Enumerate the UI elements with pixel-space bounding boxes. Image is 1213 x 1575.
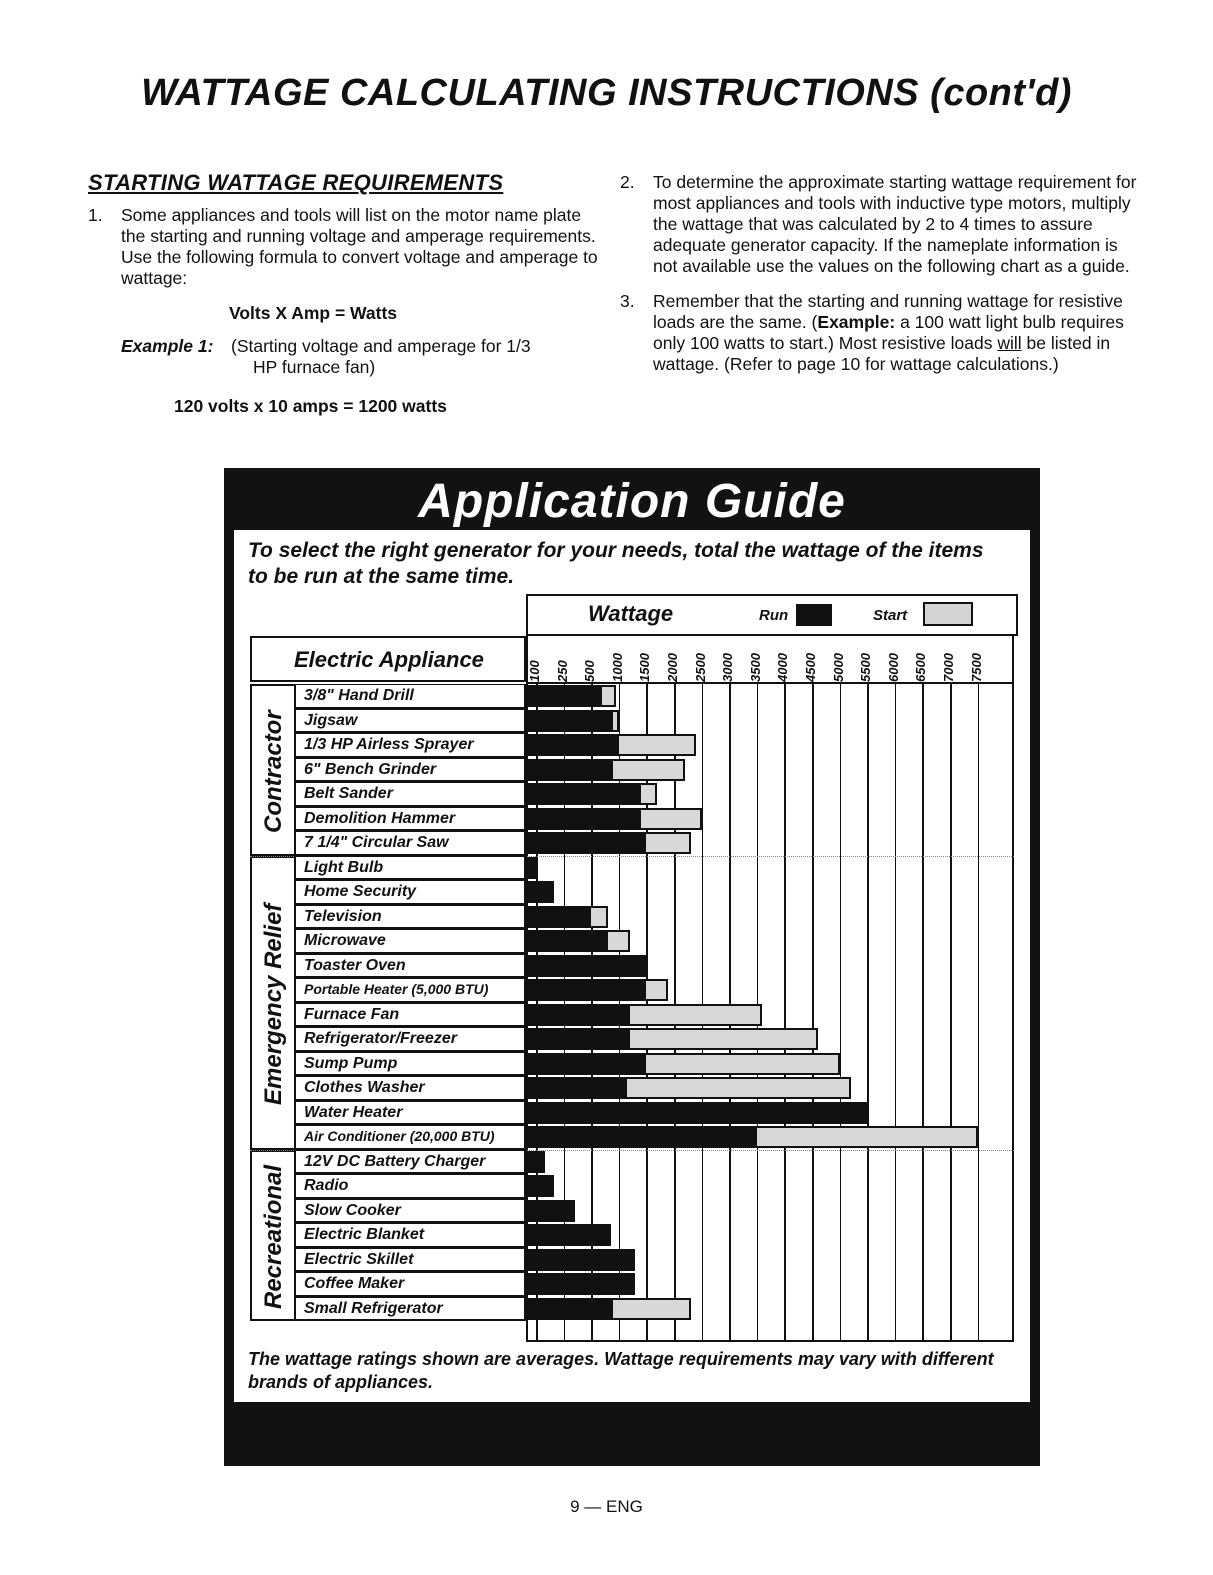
tick-label: 2000: [665, 653, 680, 682]
item-text-b: a 100 watt light bulb requires only 100 watts to start.) Most resistive loads: [653, 312, 1124, 353]
gridline: [978, 684, 980, 1340]
category-box: [250, 1150, 294, 1322]
tick-label: 2500: [692, 653, 708, 682]
run-bar: [528, 906, 591, 928]
gridline: [867, 684, 869, 1340]
run-bar: [528, 710, 613, 732]
item-text-c: be listed in wattage. (Refer to page 10 for wattage calculations.): [653, 333, 1111, 374]
tick-label: 6500: [913, 653, 929, 682]
item-text: Some appliances and tools will list on the motor name plate the starting and running voltage and amperage requirements. Use the following formula to convert voltage and amperage to wattage:: [121, 205, 598, 288]
appliance-name: 3/8" Hand Drill: [294, 684, 526, 709]
item-number: 1.: [88, 205, 103, 225]
appliance-header: [250, 636, 526, 682]
appliance-name: Portable Heater (5,000 BTU): [294, 978, 526, 1003]
appliance-name: Coffee Maker: [294, 1272, 526, 1297]
item-text: To determine the approximate starting wattage requirement for most appliances and tools with inductive type motors, multiply the wattage that was calculated by 2 to 4 times to assure adequate generator capacity. If the nameplate information is not available use the values on the following chart as a guide.: [653, 172, 1137, 276]
appliance-name: Electric Skillet: [294, 1248, 526, 1273]
run-bar: [528, 759, 613, 781]
run-bar: [528, 1053, 646, 1075]
tick-label: 1000: [609, 653, 625, 682]
gridline: [950, 684, 952, 1340]
run-bar: [528, 734, 619, 756]
appliance-name: Slow Cooker: [294, 1199, 526, 1224]
appliance-name: Sump Pump: [294, 1052, 526, 1077]
run-bar: [528, 881, 554, 903]
appliance-name: Air Conditioner (20,000 BTU): [294, 1125, 526, 1150]
instruction-item-2: [620, 172, 1140, 277]
appliance-name: Demolition Hammer: [294, 807, 526, 832]
gridline: [812, 684, 814, 1340]
run-bar: [528, 1224, 611, 1246]
left-column: [88, 172, 608, 417]
guide-panel: [234, 530, 1030, 1402]
example-label: Example 1:: [121, 336, 214, 356]
category-box: [250, 684, 294, 856]
appliance-name: Refrigerator/Freezer: [294, 1027, 526, 1052]
appliance-name: Water Heater: [294, 1101, 526, 1126]
example-block: [121, 336, 608, 378]
run-bar: [528, 1273, 635, 1295]
start-legend-label: Start: [873, 607, 908, 624]
run-bar: [528, 1249, 635, 1271]
tick-label: 6000: [885, 653, 901, 682]
tick-label: 3500: [747, 653, 763, 682]
run-bar: [528, 857, 536, 879]
run-bar: [528, 955, 646, 977]
run-bar: [528, 685, 602, 707]
formula: Volts X Amp = Watts: [228, 303, 398, 323]
appliance-name: Clothes Washer: [294, 1076, 526, 1101]
category-label: Emergency Relief: [260, 903, 287, 1105]
instruction-item-1: [88, 205, 608, 289]
gridline: [840, 684, 842, 1340]
appliance-name: Electric Blanket: [294, 1223, 526, 1248]
page-title: WATTAGE CALCULATING INSTRUCTIONS (cont'd): [141, 72, 1072, 114]
guide-intro: To select the right generator for your needs, total the wattage of the items to be run at the same time.: [248, 539, 984, 588]
guide-note: The wattage ratings shown are averages. Wattage requirements may vary with different brands of appliances.: [248, 1349, 994, 1392]
run-bar: [528, 1126, 757, 1148]
example-line-2: HP furnace fan): [253, 357, 376, 377]
wattage-legend: [526, 594, 1018, 636]
run-bar: [528, 1077, 627, 1099]
tick-label: 3000: [720, 653, 736, 682]
appliance-name: Radio: [294, 1174, 526, 1199]
wattage-chart: [526, 684, 1014, 1342]
start-legend-swatch: [923, 602, 973, 626]
gridline: [784, 684, 786, 1340]
application-guide: [224, 468, 1040, 1466]
run-bar: [528, 832, 646, 854]
example-line-1: (Starting voltage and amperage for 1/3: [231, 336, 531, 356]
instruction-item-3: [620, 291, 1140, 375]
run-bar: [528, 1028, 630, 1050]
tick-label: 5000: [830, 653, 846, 682]
appliance-name: 1/3 HP Airless Sprayer: [294, 733, 526, 758]
tick-label: 4500: [803, 653, 818, 682]
item-text-a: Remember that the starting and running wattage for resistive loads are the same. (: [653, 291, 1123, 332]
tick-label: 250: [554, 660, 570, 682]
run-bar: [528, 1151, 545, 1173]
appliance-name: Home Security: [294, 880, 526, 905]
appliance-name: Small Refrigerator: [294, 1297, 526, 1322]
gridline: [895, 684, 897, 1340]
tick-label: 4000: [775, 653, 791, 682]
appliance-name: Light Bulb: [294, 856, 526, 881]
appliance-name: 12V DC Battery Charger: [294, 1150, 526, 1175]
gridline: [922, 684, 924, 1340]
wattage-tick-row: [526, 634, 1014, 684]
wattage-label: Wattage: [588, 601, 674, 626]
tick-label: 5500: [858, 653, 874, 682]
tick-label: 7000: [941, 653, 956, 682]
appliance-name: Television: [294, 905, 526, 930]
item-number: 2.: [620, 172, 635, 192]
appliance-name: Toaster Oven: [294, 954, 526, 979]
tick-label: 500: [582, 660, 598, 682]
item-text-underlined: will: [997, 333, 1022, 353]
run-bar: [528, 930, 608, 952]
appliance-name: 7 1/4" Circular Saw: [294, 831, 526, 856]
run-bar: [528, 1298, 613, 1320]
appliance-name: 6" Bench Grinder: [294, 758, 526, 783]
page-number: 9 — ENG: [570, 1497, 643, 1516]
run-bar: [528, 979, 646, 1001]
tick-label: 100: [527, 660, 542, 682]
tick-label: 1500: [637, 653, 653, 682]
right-column: [620, 172, 1140, 389]
run-bar: [528, 1175, 554, 1197]
run-bar: [528, 1200, 575, 1222]
section-title: STARTING WATTAGE REQUIREMENTS: [88, 170, 504, 195]
run-bar: [528, 783, 641, 805]
guide-title: Application Guide: [418, 475, 846, 528]
example-calculation: 120 volts x 10 amps = 1200 watts: [174, 396, 447, 416]
category-label: Recreational: [260, 1165, 287, 1310]
example-text: [231, 336, 608, 378]
appliance-name: Jigsaw: [294, 709, 526, 734]
appliance-name: Microwave: [294, 929, 526, 954]
item-text: [653, 291, 1140, 375]
run-legend-label: Run: [759, 607, 789, 624]
item-number: 3.: [620, 291, 635, 311]
run-legend-swatch: [796, 604, 832, 626]
run-bar: [528, 1004, 630, 1026]
category-box: [250, 856, 294, 1150]
appliance-name: Furnace Fan: [294, 1003, 526, 1028]
category-label: Contractor: [260, 710, 287, 834]
tick-label: 7500: [968, 653, 984, 682]
run-bar: [528, 808, 641, 830]
item-text-bold: Example:: [817, 312, 896, 332]
appliance-name: Belt Sander: [294, 782, 526, 807]
run-bar: [528, 1102, 867, 1124]
appliance-header-label: Electric Appliance: [294, 647, 484, 672]
